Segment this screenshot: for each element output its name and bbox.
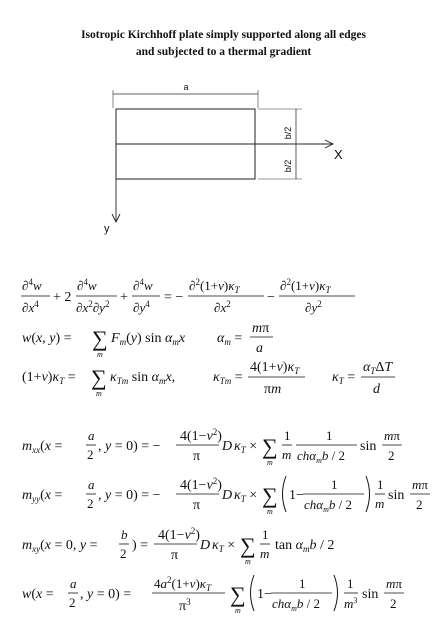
svg-text:w(x, y) =: w(x, y) = [22, 331, 72, 346]
svg-text:−: − [267, 290, 275, 305]
svg-text:∂x2∂y2: $\partial x^2\partial y^2$ [76, 299, 110, 315]
svg-text:a: a [88, 428, 95, 443]
svg-text:2: 2 [87, 447, 94, 462]
svg-text:) =: ) = [132, 538, 149, 553]
svg-text:d: d [373, 382, 380, 397]
svg-text:4(1−ν2): $4(1-\nu^2)$ [180, 427, 222, 444]
svg-text:π: π [193, 498, 201, 513]
svg-text:2: 2 [416, 497, 423, 512]
svg-text:+: + [120, 290, 128, 305]
svg-text:∂2(1+ν)κT: $\partial^2(1+\nu)\kappa_T$ [280, 277, 331, 295]
svg-text:sin: sin [388, 488, 405, 503]
equation-moment-mxy [22, 526, 334, 566]
svg-text:2: 2 [388, 448, 395, 463]
svg-text:m3: $m^3$ [344, 596, 358, 611]
svg-text:m: m [260, 546, 270, 561]
equation-deflection-series [22, 321, 273, 359]
equation-moment-myy [22, 476, 430, 516]
title-line-1: Isotropic Kirchhoff plate simply supported along all edges [81, 29, 366, 41]
svg-text:∂y2: $\partial y^2$ [305, 299, 322, 315]
svg-text:+ 2: + 2 [53, 290, 72, 305]
svg-text:4(1−ν2): $4(1-\nu^2)$ [180, 476, 222, 493]
svg-text:1: 1 [262, 527, 269, 542]
svg-text:κTm sin αmx,: $\kappa_{Tm}$ $\sin \alpha_mx$, [110, 370, 176, 386]
svg-text:, y = 0) =: , y = 0) = [80, 587, 132, 602]
svg-text:tan αmb / 2: $\tan \alpha_mb / 2$ [275, 538, 335, 554]
x-axis-label: X [334, 147, 343, 162]
svg-text:2: 2 [69, 595, 76, 610]
svg-text:m: m [267, 458, 273, 467]
svg-text:m: m [267, 507, 273, 516]
svg-text:∂4w: ∂$^4$w [22, 277, 42, 293]
svg-text:1: 1 [347, 576, 354, 591]
svg-text:= −: = − [164, 290, 184, 305]
svg-text:∂x4: $\partial x^4$ [22, 299, 39, 315]
svg-text:1: 1 [331, 477, 338, 492]
equation-thermal-curvature [22, 360, 395, 398]
svg-text:π3: $\pi^3$ [179, 597, 191, 614]
svg-text:∂4w: ∂$^4$w [133, 277, 153, 293]
svg-text:m: m [97, 350, 103, 359]
svg-text:mπ: mπ [384, 428, 400, 443]
svg-text:D: D [222, 488, 233, 503]
equation-governing-pde [21, 277, 355, 315]
svg-text:myy(x =: $m_{yy}(x$ = [22, 488, 63, 504]
svg-text:m: m [282, 447, 292, 462]
svg-text:αTΔT: $\alpha_T\Delta T$ [363, 360, 393, 376]
svg-text:2: 2 [390, 596, 397, 611]
svg-text:∂2(1+ν)κT: $\partial^2(1+\nu)\kappa_T$ [189, 277, 240, 295]
svg-text:(1+ν)κT =: $(1+\nu)\kappa_T$ = [22, 370, 76, 386]
svg-text:∑: ∑ [230, 582, 246, 607]
svg-text:a: a [70, 576, 77, 591]
svg-text:sin: sin [360, 439, 377, 454]
y-axis-label: y [104, 223, 110, 235]
dimension-b-half-bottom-label: b/2 [283, 159, 293, 173]
equation-moment-mxx [22, 427, 402, 467]
svg-text:∂4w: ∂$^4$w [77, 277, 97, 293]
svg-text:, y = 0) = −: , y = 0) = − [98, 439, 161, 454]
svg-text:1: 1 [326, 428, 333, 443]
svg-text:∑: ∑ [262, 434, 278, 459]
svg-text:κT ×: $\kappa_T$ × [212, 538, 236, 554]
svg-text:mπ: mπ [412, 477, 428, 492]
svg-text:2: 2 [120, 546, 127, 561]
svg-text:π: π [193, 449, 201, 464]
svg-text:a: a [88, 477, 95, 492]
svg-text:mxy(x = 0, y =: $m_{xy}(x = 0$, y = [22, 538, 98, 554]
svg-text:κTm =: $\kappa_{Tm}$ = [213, 370, 243, 386]
svg-text:κT ×: $\kappa_T$ × [234, 488, 258, 504]
svg-text:πm: πm [264, 382, 282, 397]
svg-text:4(1−ν2): $4(1-\nu^2)$ [158, 526, 200, 543]
svg-text:1: 1 [299, 576, 306, 591]
svg-text:chαmb / 2: chα$_m$b / 2 [297, 448, 345, 465]
svg-text:∑: ∑ [240, 533, 256, 558]
svg-text:m: m [245, 557, 251, 566]
svg-text:m: m [375, 496, 385, 511]
svg-text:4(1+ν)κT: $4(1+\nu)\kappa_T$ [250, 360, 300, 376]
svg-text:π: π [171, 548, 179, 563]
svg-text:mxx(x =: $m_{xx}(x$ = [22, 439, 63, 455]
svg-text:κT =: $\kappa_T$ = [332, 370, 356, 386]
title-line-2: and subjected to a thermal gradient [135, 46, 312, 58]
svg-text:b: b [121, 527, 128, 542]
svg-text:∑: ∑ [91, 365, 107, 390]
dimension-a-label: a [183, 82, 189, 92]
svg-text:D: D [222, 439, 233, 454]
svg-text:a: a [256, 341, 263, 356]
dimension-b-half-top-label: b/2 [283, 126, 293, 140]
svg-text:mπ: mπ [252, 321, 270, 336]
svg-text:∂x2: $\partial x^2$ [214, 299, 231, 315]
svg-text:∂y4: $\partial y^4$ [133, 299, 150, 315]
svg-text:κT ×: $\kappa_T$ × [234, 439, 258, 455]
svg-text:2: 2 [87, 496, 94, 511]
svg-text:, y = 0) = −: , y = 0) = − [98, 488, 161, 503]
svg-text:∑: ∑ [262, 483, 278, 508]
svg-text:chαmb / 2: chα$_m$b / 2 [272, 596, 320, 613]
svg-text:m: m [235, 606, 241, 615]
svg-text:1−: 1− [289, 488, 304, 503]
equation-center-deflection [22, 575, 404, 615]
svg-text:4a2(1+ν)κT: $4a^2(1+\nu)\kappa_T$ [154, 575, 212, 593]
svg-text:1: 1 [377, 477, 384, 492]
svg-text:1−: 1− [257, 587, 272, 602]
svg-text:mπ: mπ [386, 576, 402, 591]
svg-text:D: D [200, 538, 211, 553]
svg-text:αm =: $\alpha_m$ = [217, 331, 243, 347]
svg-text:sin: sin [362, 587, 379, 602]
svg-text:1: 1 [284, 428, 291, 443]
svg-text:w(x =: w(x = [22, 587, 54, 602]
svg-text:m: m [96, 389, 102, 398]
svg-text:∑: ∑ [92, 326, 108, 351]
svg-text:Fm(y) sin αmx: $F_m(y)$ $\sin \alpha_mx$ [111, 331, 186, 347]
svg-text:chαmb / 2: chα$_m$b / 2 [304, 497, 352, 514]
